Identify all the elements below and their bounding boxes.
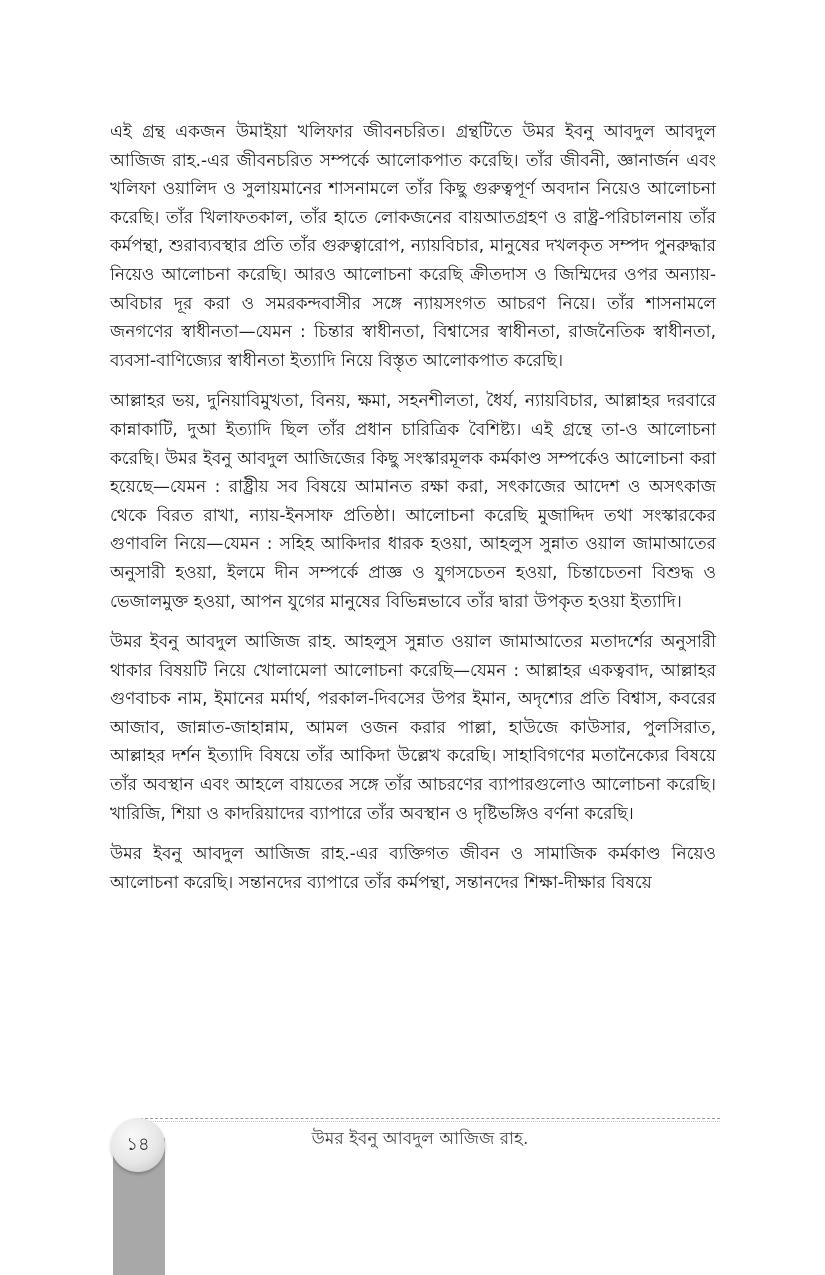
paragraph-4: উমর ইবনু আবদুল আজিজ রাহ.-এর ব্যক্তিগত জীবন ও সামাজিক কর্মকাণ্ড নিয়েও আলোচনা করেছি। সন্তানদের ব্যাপারে তাঁর কর্মপন্থা, সন্তানদের শিক্ষা-দীক্ষার বিষয়ে bbox=[110, 844, 716, 893]
footer-divider-secondary bbox=[140, 1121, 720, 1122]
running-title: উমর ইবনু আবদুল আজিজ রাহ. bbox=[311, 1129, 529, 1149]
body-text bbox=[110, 118, 716, 909]
paragraph-3: উমর ইবনু আবদুল আজিজ রাহ. আহলুস সুন্নাত ওয়াল জামাআতের মতাদর্শের অনুসারী থাকার বিষয়টি নিয়ে খোলামেলা আলোচনা করেছি—যেমন : আল্লাহর একত্ববাদ, আল্লাহর গুণবাচক নাম, ইমানের মর্মার্থ, পরকাল-দিবসের উপর ইমান, অদৃশ্যের প্রতি বিশ্বাস, কবরের আজাব, জান্নাত-জাহান্নাম, আমল ওজন করার পাল্লা, হাউজে কাউসার, পুলসিরাত, আল্লাহর দর্শন ইত্যাদি বিষয়ে তাঁর আকিদা উল্লেখ করেছি। সাহাবিগণের মতানৈক্যের বিষয়ে তাঁর অবস্থান এবং আহলে বায়তের সঙ্গে তাঁর আচরণের ব্যাপারগুলোও আলোচনা করেছি। খারিজি, শিয়া ও কাদরিয়াদের ব্যাপারে তাঁর অবস্থান ও দৃষ্টিভঙ্গিও বর্ণনা করেছি। bbox=[110, 632, 716, 824]
paragraph-1: এই গ্রন্থ একজন উমাইয়া খলিফার জীবনচরিত। গ্রন্থটিতে উমর ইবনু আবদুল আবদুল আজিজ রাহ.-এর জীবনচরিত সম্পর্কে আলোকপাত করেছি। তাঁর জীবনী, জ্ঞানার্জন এবং খলিফা ওয়ালিদ ও সুলায়মানের শাসনামলে তাঁর কিছু গুরুত্বপূর্ণ অবদান নিয়েও আলোচনা করেছি। তাঁর খিলাফতকাল, তাঁর হাতে লোকজনের বায়আতগ্রহণ ও রাষ্ট্র-পরিচালনায় তাঁর কর্মপন্থা, শুরাব্যবস্থার প্রতি তাঁর গুরুত্বারোপ, ন্যায়বিচার, মানুষের দখলকৃত সম্পদ পুনরুদ্ধার নিয়েও আলোচনা করেছি। আরও আলোচনা করেছি ক্রীতদাস ও জিম্মিদের ওপর অন্যায়-অবিচার দূর করা ও সমরকন্দবাসীর সঙ্গে ন্যায়সংগত আচরণ নিয়ে। তাঁর শাসনামলে জনগণের স্বাধীনতা—যেমন : চিন্তার স্বাধীনতা, বিশ্বাসের স্বাধীনতা, রাজনৈতিক স্বাধীনতা, ব্যবসা-বাণিজ্যের স্বাধীনতা ইত্যাদি নিয়ে বিস্তৃত আলোকপাত করেছি। bbox=[110, 122, 716, 371]
footer-divider bbox=[140, 1118, 720, 1119]
page-number-badge bbox=[111, 1118, 165, 1172]
page-number: ১৪ bbox=[126, 1133, 150, 1155]
paragraph-2: আল্লাহর ভয়, দুনিয়াবিমুখতা, বিনয়, ক্ষমা, সহনশীলতা, ধৈর্য, ন্যায়বিচার, আল্লাহর দরবারে কান্নাকাটি, দুআ ইত্যাদি ছিল তাঁর প্রধান চারিত্রিক বৈশিষ্ট্য। এই গ্রন্থে তা-ও আলোচনা করেছি। উমর ইবনু আবদুল আজিজের কিছু সংস্কারমূলক কর্মকাণ্ড সম্পর্কেও আলোচনা করা হয়েছে—যেমন : রাষ্ট্রীয় সব বিষয়ে আমানত রক্ষা করা, সৎকাজের আদেশ ও অসৎকাজ থেকে বিরত রাখা, ন্যায়-ইনসাফ প্রতিষ্ঠা। আলোচনা করেছি মুজাদ্দিদ তথা সংস্কারকের গুণাবলি নিয়ে—যেমন : সহিহ আকিদার ধারক হওয়া, আহলুস সুন্নাত ওয়াল জামাআতের অনুসারী হওয়া, ইলমে দীন সম্পর্কে প্রাজ্ঞ ও যুগসচেতন হওয়া, চিন্তাচেতনা বিশুদ্ধ ও ভেজালমুক্ত হওয়া, আপন যুগের মানুষের বিভিন্নভাবে তাঁর দ্বারা উপকৃত হওয়া ইত্যাদি। bbox=[110, 391, 716, 612]
